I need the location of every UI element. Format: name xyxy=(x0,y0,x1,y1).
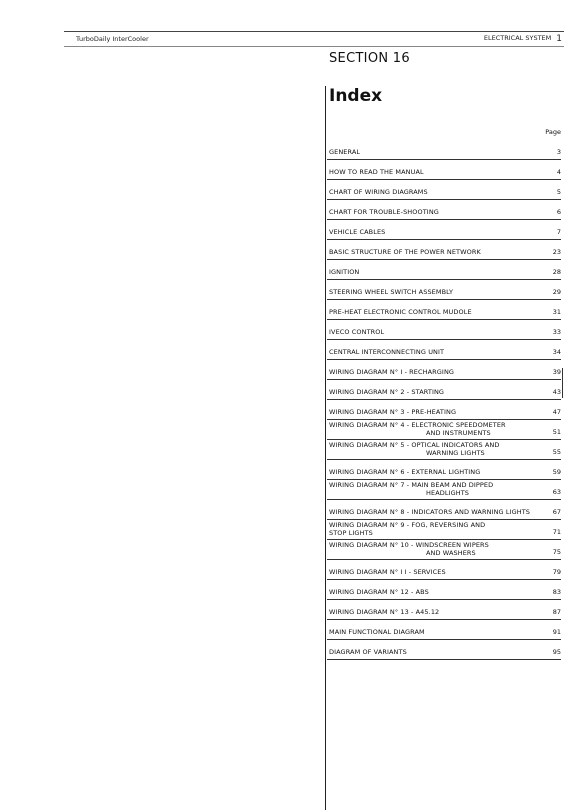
toc-entry-title xyxy=(329,468,480,476)
toc-entry-title xyxy=(329,268,359,276)
toc-entry-title xyxy=(329,521,485,537)
toc-entry-title xyxy=(329,368,454,376)
toc-entry-page: 29 xyxy=(552,288,561,296)
toc-entry-page: 91 xyxy=(552,628,561,636)
index-title: Index xyxy=(329,86,383,106)
toc-entry-page: 51 xyxy=(552,428,561,436)
toc-entry-title xyxy=(329,228,385,236)
toc-entry[interactable] xyxy=(327,600,561,620)
toc-entry-page: 75 xyxy=(552,548,561,556)
toc-entry-page: 33 xyxy=(552,328,561,336)
header-rule-top xyxy=(64,31,564,32)
toc-entry[interactable] xyxy=(327,640,561,660)
header-section-name: ELECTRICAL SYSTEM xyxy=(483,34,552,42)
toc-entry-title-line1: PRE-HEAT ELECTRONIC CONTROL MUDOLE xyxy=(329,308,472,316)
toc-entry-title-line1: CENTRAL INTERCONNECTING UNIT xyxy=(329,348,445,356)
header-rule-bottom xyxy=(64,46,564,47)
toc-entry-title xyxy=(329,508,530,516)
toc-entry-title xyxy=(329,608,439,616)
toc-entry-title-line1: WIRING DIAGRAM N° 6 - EXTERNAL LIGHTING xyxy=(329,468,481,476)
toc-entry[interactable] xyxy=(327,200,561,220)
toc-entry-title-line2: AND WASHERS xyxy=(426,549,476,557)
toc-entry[interactable] xyxy=(327,380,561,400)
toc-entry-title-line1: WIRING DIAGRAM N° 10 - WINDSCREEN WIPERS xyxy=(329,541,489,549)
toc-entry-title xyxy=(329,421,506,437)
toc-entry-page: 34 xyxy=(552,348,561,356)
toc-entry[interactable] xyxy=(327,560,561,580)
page-column-header: Page xyxy=(545,128,561,136)
toc-entry-title xyxy=(329,541,489,557)
toc-entry-page: 5 xyxy=(556,188,561,196)
toc-entry[interactable] xyxy=(327,260,561,280)
toc-entry-title-line1: HOW TO READ THE MANUAL xyxy=(329,168,424,176)
toc-entry-title xyxy=(329,648,407,656)
toc-entry-title-line1: WIRING DIAGRAM N° 12 - ABS xyxy=(329,588,429,596)
toc-entry-page: 95 xyxy=(552,648,561,656)
section-title: SECTION 16 xyxy=(329,51,410,66)
toc-entry[interactable] xyxy=(327,540,561,560)
toc-entry[interactable] xyxy=(327,160,561,180)
toc-entry-title xyxy=(329,588,429,596)
toc-entry-page: 31 xyxy=(552,308,561,316)
toc-entry-page: 79 xyxy=(552,568,561,576)
column-divider xyxy=(325,86,326,810)
toc-entry-page: 83 xyxy=(552,588,561,596)
toc-entry-title-line1: WIRING DIAGRAM N° 4 - ELECTRONIC SPEEDOMETER xyxy=(329,421,506,429)
toc-entry-title-line2: HEADLIGHTS xyxy=(426,489,470,497)
toc-entry-title xyxy=(329,408,456,416)
toc-entry[interactable] xyxy=(327,300,561,320)
toc-entry-page: 23 xyxy=(552,248,561,256)
toc-entry-title-line1: IVECO CONTROL xyxy=(329,328,385,336)
toc-entry[interactable] xyxy=(327,360,561,380)
toc-entry-page: 7 xyxy=(556,228,561,236)
toc-entry-title-line1: WIRING DIAGRAM N° 9 - FOG, REVERSING AND xyxy=(329,521,486,529)
toc-entry-title xyxy=(329,248,481,256)
toc-entry[interactable] xyxy=(327,280,561,300)
toc-entry-title-line1: WIRING DIAGRAM N° I I - SERVICES xyxy=(329,568,446,576)
toc-entry[interactable] xyxy=(327,420,561,440)
margin-mark xyxy=(562,368,563,398)
toc-entry-title-line1: WIRING DIAGRAM N° 8 - INDICATORS AND WARNING LIGHTS xyxy=(329,508,530,516)
toc-entry[interactable] xyxy=(327,340,561,360)
toc-entry-title xyxy=(329,148,360,156)
toc-entry-page: 47 xyxy=(552,408,561,416)
toc-entry[interactable] xyxy=(327,180,561,200)
toc-entry-page: 3 xyxy=(556,148,561,156)
toc-entry-title-line1: CHART OF WIRING DIAGRAMS xyxy=(329,188,428,196)
toc-entry-title-line1: WIRING DIAGRAM N° 5 - OPTICAL INDICATORS AND xyxy=(329,441,500,449)
toc-entry-page: 87 xyxy=(552,608,561,616)
toc-entry-title xyxy=(329,188,428,196)
toc-entry-title xyxy=(329,388,444,396)
toc-entry-title xyxy=(329,441,500,457)
toc-entry-title-line1: MAIN FUNCTIONAL DIAGRAM xyxy=(329,628,425,636)
toc-entry[interactable] xyxy=(327,440,561,460)
toc-entry-title xyxy=(329,628,425,636)
toc-entry-title-line1: BASIC STRUCTURE OF THE POWER NETWORK xyxy=(329,248,481,256)
toc-entry-page: 71 xyxy=(552,528,561,536)
toc-entry[interactable] xyxy=(327,400,561,420)
toc-entry-title xyxy=(329,168,424,176)
toc-entry[interactable] xyxy=(327,240,561,260)
toc-entry[interactable] xyxy=(327,220,561,240)
toc-entry-title-line1: STEERING WHEEL SWITCH ASSEMBLY xyxy=(329,288,454,296)
toc-entry[interactable] xyxy=(327,320,561,340)
toc-entry-page: 39 xyxy=(552,368,561,376)
toc-entry-title xyxy=(329,208,439,216)
toc-entry-title xyxy=(329,328,384,336)
toc-entry-title-line1: WIRING DIAGRAM N° 3 - PRE-HEATING xyxy=(329,408,457,416)
toc-entry-title xyxy=(329,348,444,356)
header-page-number: 1 xyxy=(556,34,562,44)
header-right-title xyxy=(484,34,562,44)
toc-entry-title-line1: IGNITION xyxy=(329,268,360,276)
toc-entry-page: 6 xyxy=(556,208,561,216)
toc-entry-title-line1: WIRING DIAGRAM N° I - RECHARGING xyxy=(329,368,455,376)
toc-entry-page: 4 xyxy=(556,168,561,176)
toc-entry[interactable] xyxy=(327,460,561,480)
header-left-title: TurboDaily InterCooler xyxy=(76,35,149,43)
toc-entry-page: 63 xyxy=(552,488,561,496)
toc-entry-page: 28 xyxy=(552,268,561,276)
toc-entry-title-line1: VEHICLE CABLES xyxy=(329,228,386,236)
toc-entry-title-line1: WIRING DIAGRAM N° 7 - MAIN BEAM AND DIPPED xyxy=(329,481,494,489)
toc-entry[interactable] xyxy=(327,480,561,500)
toc-entry[interactable] xyxy=(327,500,561,520)
table-of-contents xyxy=(327,140,561,660)
toc-entry-title xyxy=(329,481,493,497)
toc-entry-title-line2: STOP LIGHTS xyxy=(329,529,373,537)
toc-entry-page: 55 xyxy=(552,448,561,456)
toc-entry-title-line2: WARNING LIGHTS xyxy=(426,449,485,457)
toc-entry-title-line1: CHART FOR TROUBLE-SHOOTING xyxy=(329,208,439,216)
toc-entry-page: 59 xyxy=(552,468,561,476)
toc-entry-title xyxy=(329,308,472,316)
toc-entry[interactable] xyxy=(327,520,561,540)
toc-entry-title-line1: WIRING DIAGRAM N° 13 - A45.12 xyxy=(329,608,440,616)
toc-entry-title-line1: GENERAL xyxy=(329,148,361,156)
toc-entry-title xyxy=(329,568,446,576)
toc-entry-title-line1: DIAGRAM OF VARIANTS xyxy=(329,648,407,656)
toc-entry-title-line1: WIRING DIAGRAM N° 2 - STARTING xyxy=(329,388,445,396)
toc-entry[interactable] xyxy=(327,140,561,160)
toc-entry[interactable] xyxy=(327,620,561,640)
toc-entry-page: 67 xyxy=(552,508,561,516)
toc-entry[interactable] xyxy=(327,580,561,600)
toc-entry-title xyxy=(329,288,453,296)
toc-entry-title-line2: AND INSTRUMENTS xyxy=(426,429,491,437)
toc-entry-page: 43 xyxy=(552,388,561,396)
